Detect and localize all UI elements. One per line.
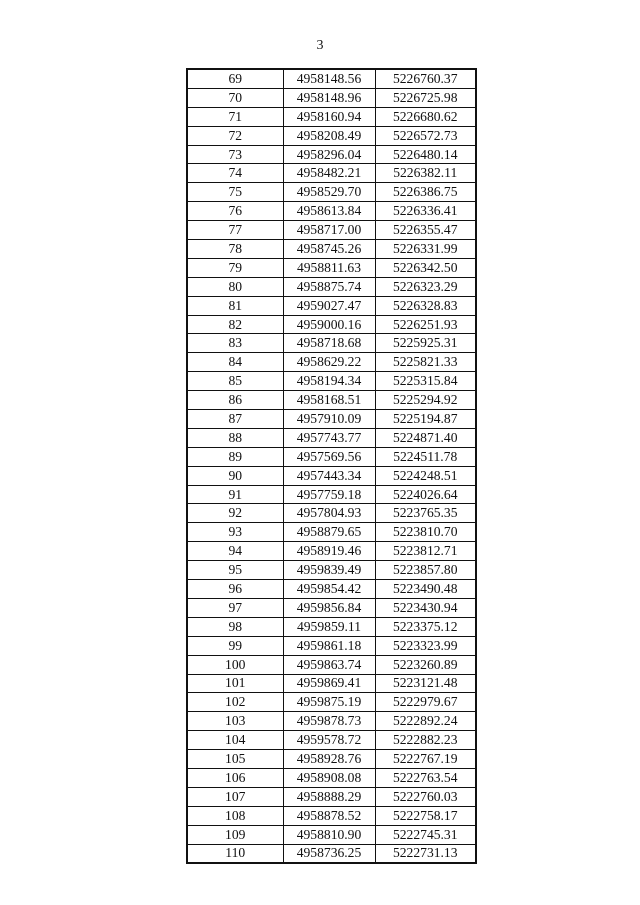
table-row	[187, 693, 476, 712]
y-coordinate-cell: 5225194.87	[375, 410, 476, 429]
y-coordinate-cell: 5222760.03	[375, 787, 476, 806]
point-number-cell: 83	[187, 334, 283, 353]
point-number-cell: 98	[187, 617, 283, 636]
table-row	[187, 69, 476, 88]
point-number-cell: 69	[187, 69, 283, 88]
x-coordinate-cell: 4958482.21	[283, 164, 375, 183]
table-row	[187, 712, 476, 731]
x-coordinate-cell: 4957569.56	[283, 447, 375, 466]
table-row	[187, 466, 476, 485]
point-number-cell: 95	[187, 561, 283, 580]
table-row	[187, 107, 476, 126]
point-number-cell: 96	[187, 580, 283, 599]
point-number-cell: 73	[187, 145, 283, 164]
x-coordinate-cell: 4957759.18	[283, 485, 375, 504]
x-coordinate-cell: 4958736.25	[283, 844, 375, 863]
point-number-cell: 108	[187, 806, 283, 825]
y-coordinate-cell: 5224248.51	[375, 466, 476, 485]
x-coordinate-cell: 4958208.49	[283, 126, 375, 145]
y-coordinate-cell: 5222979.67	[375, 693, 476, 712]
y-coordinate-cell: 5226386.75	[375, 183, 476, 202]
table-row	[187, 145, 476, 164]
table-row	[187, 655, 476, 674]
table-row	[187, 202, 476, 221]
x-coordinate-cell: 4959000.16	[283, 315, 375, 334]
y-coordinate-cell: 5222745.31	[375, 825, 476, 844]
point-number-cell: 85	[187, 372, 283, 391]
x-coordinate-cell: 4958718.68	[283, 334, 375, 353]
table-row	[187, 750, 476, 769]
y-coordinate-cell: 5223857.80	[375, 561, 476, 580]
x-coordinate-cell: 4958717.00	[283, 221, 375, 240]
point-number-cell: 101	[187, 674, 283, 693]
point-number-cell: 84	[187, 353, 283, 372]
x-coordinate-cell: 4958878.52	[283, 806, 375, 825]
y-coordinate-cell: 5224511.78	[375, 447, 476, 466]
point-number-cell: 70	[187, 88, 283, 107]
y-coordinate-cell: 5226331.99	[375, 240, 476, 259]
point-number-cell: 100	[187, 655, 283, 674]
point-number-cell: 103	[187, 712, 283, 731]
y-coordinate-cell: 5222763.54	[375, 768, 476, 787]
y-coordinate-cell: 5222731.13	[375, 844, 476, 863]
point-number-cell: 79	[187, 258, 283, 277]
x-coordinate-cell: 4958919.46	[283, 542, 375, 561]
x-coordinate-cell: 4958928.76	[283, 750, 375, 769]
x-coordinate-cell: 4958811.63	[283, 258, 375, 277]
x-coordinate-cell: 4958875.74	[283, 277, 375, 296]
point-number-cell: 91	[187, 485, 283, 504]
point-number-cell: 74	[187, 164, 283, 183]
point-number-cell: 87	[187, 410, 283, 429]
y-coordinate-cell: 5223260.89	[375, 655, 476, 674]
point-number-cell: 93	[187, 523, 283, 542]
x-coordinate-cell: 4959859.11	[283, 617, 375, 636]
table-row	[187, 806, 476, 825]
point-number-cell: 82	[187, 315, 283, 334]
table-row	[187, 353, 476, 372]
point-number-cell: 72	[187, 126, 283, 145]
table-row	[187, 164, 476, 183]
coordinates-table	[186, 68, 477, 864]
table-row	[187, 636, 476, 655]
table-row	[187, 428, 476, 447]
x-coordinate-cell: 4958194.34	[283, 372, 375, 391]
y-coordinate-cell: 5224871.40	[375, 428, 476, 447]
point-number-cell: 80	[187, 277, 283, 296]
point-number-cell: 92	[187, 504, 283, 523]
point-number-cell: 105	[187, 750, 283, 769]
y-coordinate-cell: 5226251.93	[375, 315, 476, 334]
table-row	[187, 598, 476, 617]
coordinates-table-body	[187, 69, 476, 863]
y-coordinate-cell: 5226342.50	[375, 258, 476, 277]
point-number-cell: 106	[187, 768, 283, 787]
y-coordinate-cell: 5226323.29	[375, 277, 476, 296]
point-number-cell: 76	[187, 202, 283, 221]
point-number-cell: 99	[187, 636, 283, 655]
y-coordinate-cell: 5222892.24	[375, 712, 476, 731]
y-coordinate-cell: 5226382.11	[375, 164, 476, 183]
table-row	[187, 617, 476, 636]
table-row	[187, 561, 476, 580]
x-coordinate-cell: 4959578.72	[283, 731, 375, 750]
point-number-cell: 107	[187, 787, 283, 806]
x-coordinate-cell: 4958745.26	[283, 240, 375, 259]
y-coordinate-cell: 5225821.33	[375, 353, 476, 372]
y-coordinate-cell: 5226336.41	[375, 202, 476, 221]
point-number-cell: 109	[187, 825, 283, 844]
x-coordinate-cell: 4958529.70	[283, 183, 375, 202]
x-coordinate-cell: 4958148.96	[283, 88, 375, 107]
point-number-cell: 75	[187, 183, 283, 202]
x-coordinate-cell: 4959878.73	[283, 712, 375, 731]
y-coordinate-cell: 5226572.73	[375, 126, 476, 145]
table-row	[187, 844, 476, 863]
x-coordinate-cell: 4957443.34	[283, 466, 375, 485]
x-coordinate-cell: 4959027.47	[283, 296, 375, 315]
table-row	[187, 88, 476, 107]
y-coordinate-cell: 5223323.99	[375, 636, 476, 655]
table-row	[187, 447, 476, 466]
table-row	[187, 787, 476, 806]
y-coordinate-cell: 5222767.19	[375, 750, 476, 769]
x-coordinate-cell: 4959875.19	[283, 693, 375, 712]
table-row	[187, 674, 476, 693]
point-number-cell: 77	[187, 221, 283, 240]
x-coordinate-cell: 4957743.77	[283, 428, 375, 447]
y-coordinate-cell: 5223121.48	[375, 674, 476, 693]
table-row	[187, 183, 476, 202]
table-row	[187, 296, 476, 315]
point-number-cell: 94	[187, 542, 283, 561]
table-row	[187, 334, 476, 353]
table-row	[187, 391, 476, 410]
point-number-cell: 102	[187, 693, 283, 712]
x-coordinate-cell: 4958168.51	[283, 391, 375, 410]
table-row	[187, 315, 476, 334]
y-coordinate-cell: 5225294.92	[375, 391, 476, 410]
point-number-cell: 89	[187, 447, 283, 466]
point-number-cell: 90	[187, 466, 283, 485]
table-row	[187, 580, 476, 599]
point-number-cell: 78	[187, 240, 283, 259]
x-coordinate-cell: 4958810.90	[283, 825, 375, 844]
x-coordinate-cell: 4958879.65	[283, 523, 375, 542]
x-coordinate-cell: 4958148.56	[283, 69, 375, 88]
y-coordinate-cell: 5223765.35	[375, 504, 476, 523]
y-coordinate-cell: 5226725.98	[375, 88, 476, 107]
point-number-cell: 71	[187, 107, 283, 126]
point-number-cell: 104	[187, 731, 283, 750]
point-number-cell: 97	[187, 598, 283, 617]
y-coordinate-cell: 5225925.31	[375, 334, 476, 353]
x-coordinate-cell: 4957910.09	[283, 410, 375, 429]
table-row	[187, 523, 476, 542]
y-coordinate-cell: 5226680.62	[375, 107, 476, 126]
y-coordinate-cell: 5223812.71	[375, 542, 476, 561]
table-row	[187, 126, 476, 145]
y-coordinate-cell: 5223810.70	[375, 523, 476, 542]
y-coordinate-cell: 5226328.83	[375, 296, 476, 315]
x-coordinate-cell: 4959861.18	[283, 636, 375, 655]
y-coordinate-cell: 5224026.64	[375, 485, 476, 504]
y-coordinate-cell: 5223490.48	[375, 580, 476, 599]
x-coordinate-cell: 4958296.04	[283, 145, 375, 164]
y-coordinate-cell: 5226480.14	[375, 145, 476, 164]
table-row	[187, 221, 476, 240]
x-coordinate-cell: 4958908.08	[283, 768, 375, 787]
y-coordinate-cell: 5223375.12	[375, 617, 476, 636]
x-coordinate-cell: 4959856.84	[283, 598, 375, 617]
table-row	[187, 240, 476, 259]
table-row	[187, 542, 476, 561]
y-coordinate-cell: 5226760.37	[375, 69, 476, 88]
x-coordinate-cell: 4958160.94	[283, 107, 375, 126]
y-coordinate-cell: 5222758.17	[375, 806, 476, 825]
point-number-cell: 110	[187, 844, 283, 863]
table-row	[187, 768, 476, 787]
table-row	[187, 277, 476, 296]
y-coordinate-cell: 5226355.47	[375, 221, 476, 240]
point-number-cell: 86	[187, 391, 283, 410]
table-row	[187, 485, 476, 504]
x-coordinate-cell: 4959863.74	[283, 655, 375, 674]
x-coordinate-cell: 4958613.84	[283, 202, 375, 221]
y-coordinate-cell: 5225315.84	[375, 372, 476, 391]
page-number: 3	[316, 38, 324, 53]
table-row	[187, 731, 476, 750]
x-coordinate-cell: 4959839.49	[283, 561, 375, 580]
table-row	[187, 504, 476, 523]
table-row	[187, 825, 476, 844]
x-coordinate-cell: 4959869.41	[283, 674, 375, 693]
table-row	[187, 372, 476, 391]
point-number-cell: 88	[187, 428, 283, 447]
x-coordinate-cell: 4957804.93	[283, 504, 375, 523]
point-number-cell: 81	[187, 296, 283, 315]
table-row	[187, 410, 476, 429]
y-coordinate-cell: 5222882.23	[375, 731, 476, 750]
x-coordinate-cell: 4959854.42	[283, 580, 375, 599]
y-coordinate-cell: 5223430.94	[375, 598, 476, 617]
table-row	[187, 258, 476, 277]
x-coordinate-cell: 4958888.29	[283, 787, 375, 806]
x-coordinate-cell: 4958629.22	[283, 353, 375, 372]
